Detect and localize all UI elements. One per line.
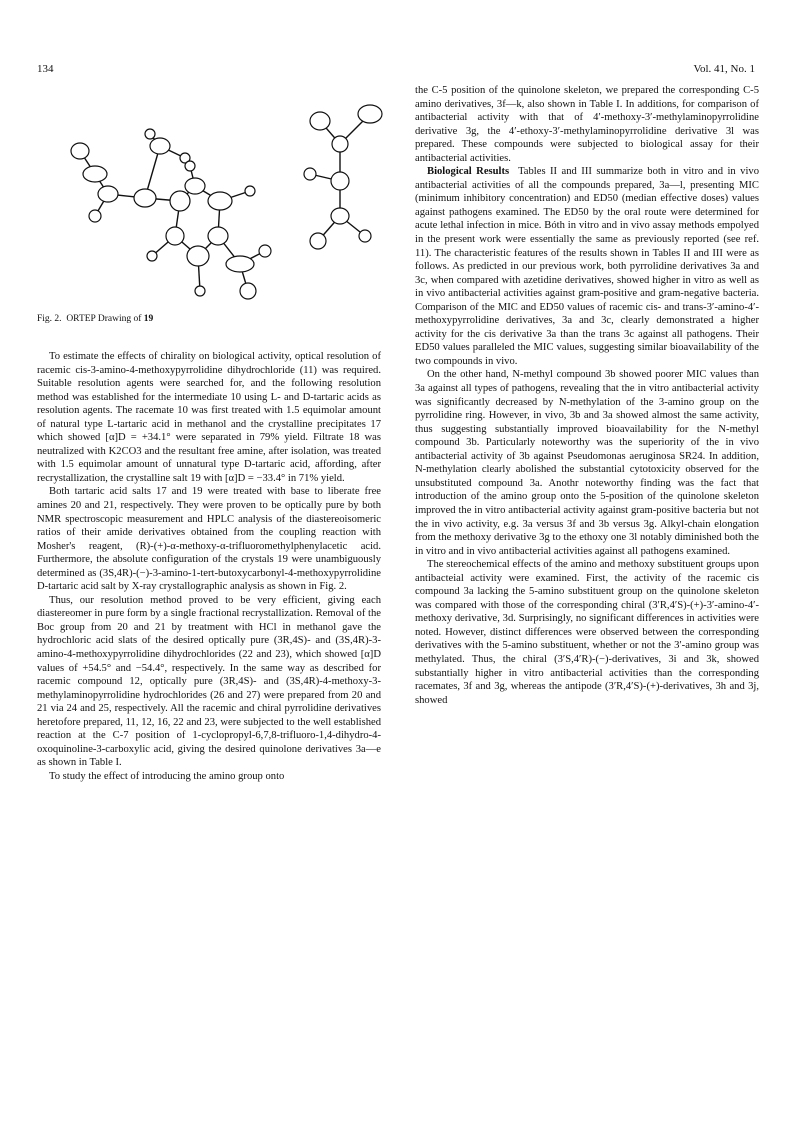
paragraph: Biological Results Tables II and III summarize both in vitro and in vivo antibacterial activities of all the compounds prepared, 3a—l, presenting MIC (minimum inhibitory concentration) and ED50 (median effective doses) values against pathogens examined. The ED50 by the oral route were determined for acute lethal infection in mice. Bóth in vitro and in vivo assay methods empolyed in the present work were essentially the same as previously reported (see ref. 11). The characteristic features of the results shown in Tables II and III were as follows. As predicted in our previous work, both pyrrolidine derivatives 3a and 3c, when compared with azetidine derivatives, showed higher in vitro as well as in vivo antibacterial activities against gram-positive and gram-negative bacteria. Comparison of the MIC and ED50 values of racemic cis- and trans-3′-amino-4′-methoxypyrrolidine derivatives, 3a and 3c, clearly demonstrated a higher activity for the cis derivative 3a than the trans 3c against all pathogens. Their ED50 values paralleled the MIC values, suggesting similar bioavailability of the two compounds in vivo. [415,166,760,367]
ortep-figure [40,86,385,311]
left-column [37,350,381,784]
paragraph: Thus, our resolution method proved to be very efficient, giving each diastereomer in pure form by a single fractional recrystallization. Removal of the Boc group from 20 and 21 by treatment with HCl in methanol gave the hydrochloric acid slats of the desired optically pure (3R,4S)- and (3S,4R)-3-amino-4-methoxypyrrolidine dihydrochlorides (22 and 23), which showed [α]D values of +54.5° and −54.4°, respectively. In the same way as described for racemic compound 12, optically pure (3R,4S)- and (3S,4R)-4-methoxy-3-methylaminopyrrolidine hydrochlorides (26 and 27) were prepared from 20 and 21 via 24 and 25, respectively. All the racemic and chiral pyrrolidine derivatives heretofore prepared, 11, 12, 16, 22 and 23, were subjected to the well established reaction at the C-7 position of 1-cyclopropyl-6,7,8-trifluoro-1,4-dihydro-4-oxoquinoline-3-carboxylic acid, giving the desired quinolone derivatives 3a—e as shown in Table I. [37,594,381,769]
paragraph: The stereochemical effects of the amino and methoxy substituent groups upon antibacteial activity were examined. First, the activity of the racemic cis compound 3a lacking the 5-amino substituent group on the quinolone skeleton was compared with those of the corresponding chiral (3′R,4′S)-(+)-3′-amino-4′-methoxy derivative, 3d. Surprisingly, no significant differences in activities were noted. However, distinct differences were observed between the corresponding derivatives with the 5-amino substituent, whether or not the 3′-amino group was methylated. Thus, the chiral (3′S,4′R)-(−)-derivatives, 3i and 3k, showed substantially higher in vitro antibacterial activities than the corresponding racemates, 3f and 3g, whereas the antipode (3′R,4′S)-(+)-derivatives, 3h and 3j, showed [415,559,759,706]
paragraph: Both tartaric acid salts 17 and 19 were treated with base to liberate free amines 20 and 21, respectively. They were proven to be optically pure by both NMR spectroscopic measurement and HPLC analysis of the diastereoisomeric ratios of their amide derivatives obtained from the coupling reaction with Mosher's reagent, (R)-(+)-α-methoxy-α-trifluoromethylphenylacetic acid. Furthermore, the absolute configuration of the crystals 19 were unambiguously determined as (3S,4R)-(−)-3-amino-1-tert-butoxycarbonyl-4-methoxypyrrolidine D-tartaric acid salt by X-ray crystallographic analysis as shown in Fig. 2. [37,486,381,593]
page-number: 134 [37,63,54,75]
paragraph: the C-5 position of the quinolone skeleton, we prepared the corresponding C-5 amino derivatives, 3f—k, also shown in Table I. In additions, for comparison of antibacterial activity with that of 4′-methoxy-3′-methylaminopyrrolidine derivative 3g, the 4′-ethoxy-3′-methylaminopyrrolidine derivative 3l was prepared. These compounds were subjected to biological assay for their antibacterial activities. [415,85,759,164]
right-column [415,84,759,707]
section-heading: Biological Results [427,166,510,178]
paragraph: On the other hand, N-methyl compound 3b showed poorer MIC values than 3a against all types of pathogens, revealing that the in vitro antibacterial activity was significantly decreased by N-methylation of the 3-amino group on the pyrrolidine ring. However, in vivo, 3b and 3a showed almost the same activity, thus suggesting substantially improved bioavailability for the N-methyl compound 3b. Particularly noteworthy was the superiority of the in vivo antibacterial activity of 3b against Pseudomonas aeruginosa SR24. In addition, N-methylation clearly abolished the substantial cytotoxicity observed for the unsubstituted compound 3a. Anothr noteworthy finding was the fact that introduction of the amino group onto the 5-position of the quinolone skeleton improved the in vitro antibacterial activity against gram-positive bacteria but not the in vivo activity, e.g. 3a versus 3f and 3b versus 3g. Alkyl-chain elongation from the methoxy derivative 3g to the ethoxy one 3l notably diminished both the in vitro and in vivo antibacterial activities against all pathogens examined. [415,369,759,557]
paragraph: To estimate the effects of chirality on biological activity, optical resolution of racemic cis-3-amino-4-methoxypyrrolidine dihydrochloride (11) was required. Suitable resolution agents were searched for, and the following resolution method was established for the intermediate 10 using L- and D-tartaric acids as resolution agents. The racemate 10 was first treated with 1.5 equimolar amount of natural type L-tartaric acid in methanol and the crystalline precipitates 17 which showed [α]D = +34.1° were separated in 79% yield. Filtrate 18 was neutralized with K2CO3 and the resultant free amine, after isolation, was treated with 1.5 equimolar amount of unnatural type D-tartaric acid, affording, after recrystallization, the crystalline salt 19 with [α]D = −33.4° in 71% yield. [37,351,381,484]
volume-label: Vol. 41, No. 1 [693,63,755,75]
figure-caption: Fig. 2. ORTEP Drawing of 19 [37,314,154,324]
paragraph: To study the effect of introducing the amino group onto [49,770,285,782]
